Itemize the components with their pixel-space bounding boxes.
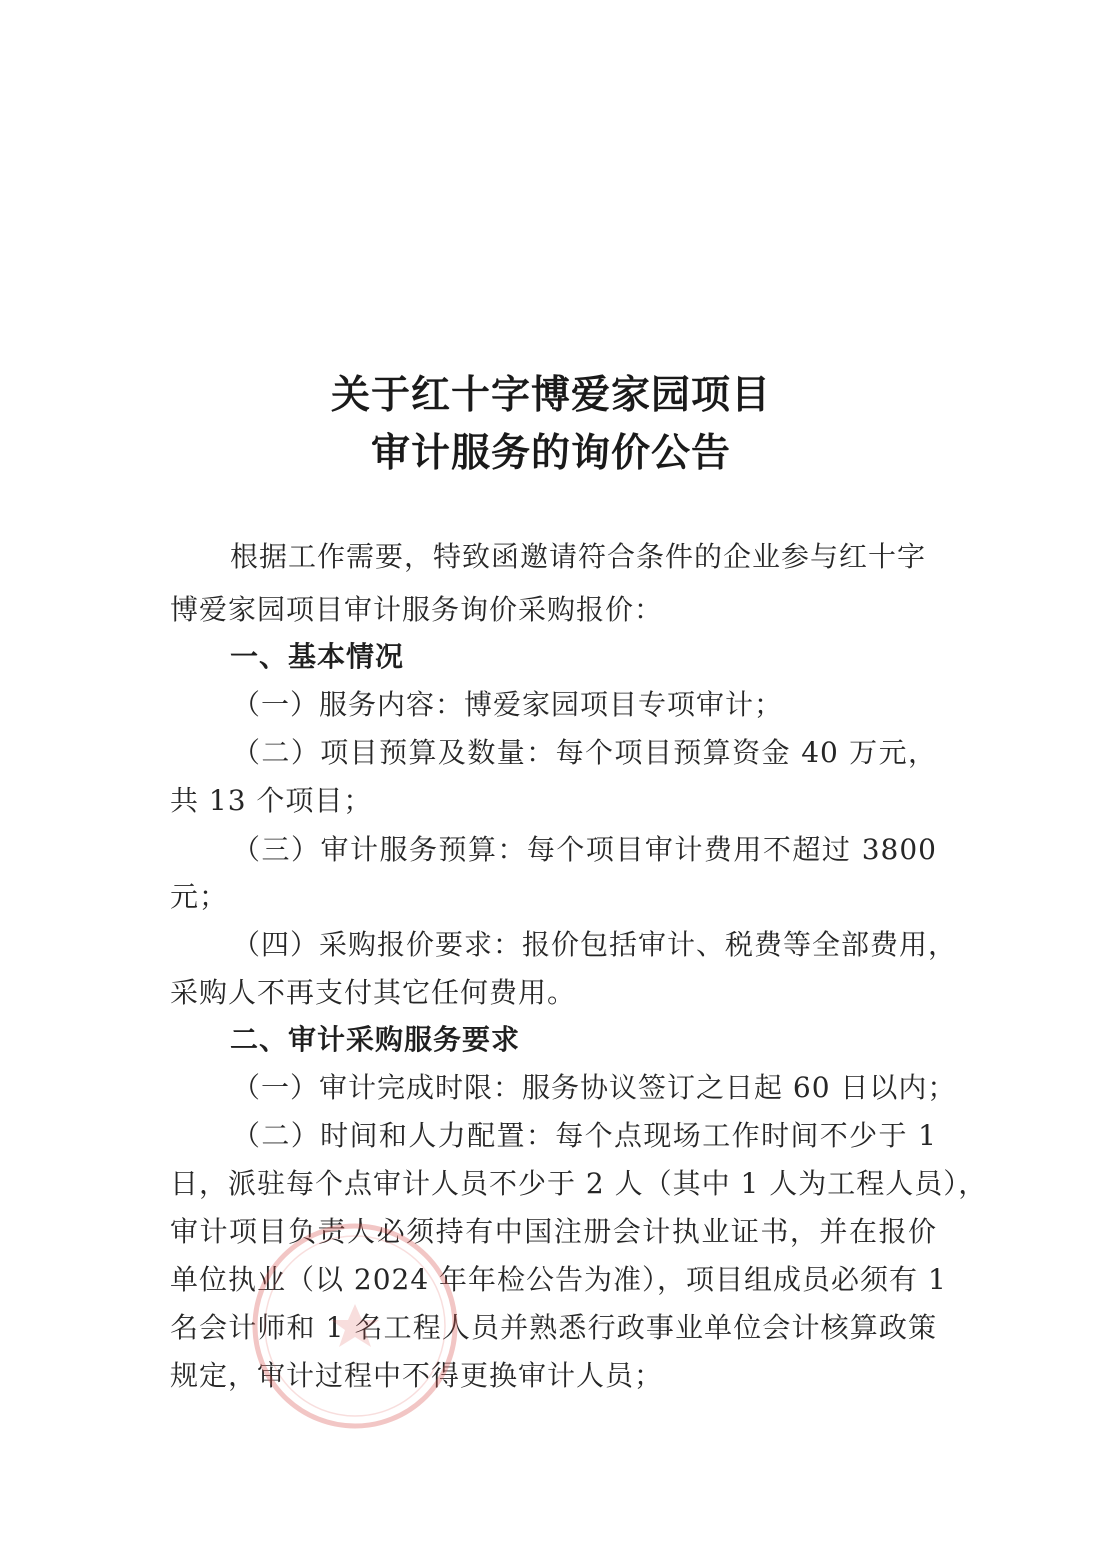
section-2-item-2-line-2: 日，派驻每个点审计人员不少于 2 人（其中 1 人为工程人员）， <box>170 1167 988 1200</box>
section-2-item-2-line-4: 单位执业（以 2024 年年检公告为准），项目组成员必须有 1 <box>170 1263 947 1296</box>
section-1-item-3-line-2: 元； <box>170 880 229 913</box>
intro-line-1: 根据工作需要，特致函邀请符合条件的企业参与红十字 <box>230 540 927 573</box>
intro-line-2: 博爱家园项目审计服务询价采购报价： <box>170 593 664 626</box>
document-title-line-1: 关于红十字博爱家园项目 <box>330 372 771 418</box>
section-1-item-4-line-2: 采购人不再支付其它任何费用。 <box>170 976 577 1009</box>
section-1-item-4-line-1: （四）采购报价要求：报价包括审计、税费等全部费用， <box>232 928 958 961</box>
section-1-heading: 一、基本情况 <box>230 640 405 673</box>
document-title-line-2: 审计服务的询价公告 <box>370 430 731 476</box>
section-2-item-2-line-1: （二）时间和人力配置：每个点现场工作时间不少于 1 <box>232 1119 937 1152</box>
section-2-item-2-line-3: 审计项目负责人必须持有中国注册会计执业证书，并在报价 <box>170 1215 937 1248</box>
section-2-heading: 二、审计采购服务要求 <box>230 1023 521 1056</box>
section-1-item-1: （一）服务内容：博爱家园项目专项审计； <box>232 688 784 721</box>
section-1-item-2-line-2: 共 13 个项目； <box>170 784 373 817</box>
section-2-item-1: （一）审计完成时限：服务协议签订之日起 60 日以内； <box>232 1071 957 1104</box>
section-2-item-2-line-6: 规定，审计过程中不得更换审计人员； <box>170 1359 664 1392</box>
section-1-item-3-line-1: （三）审计服务预算：每个项目审计费用不超过 3800 <box>232 833 937 866</box>
section-2-item-2-line-5: 名会计师和 1 名工程人员并熟悉行政事业单位会计核算政策 <box>170 1311 937 1344</box>
section-1-item-2-line-1: （二）项目预算及数量：每个项目预算资金 40 万元， <box>232 736 937 769</box>
